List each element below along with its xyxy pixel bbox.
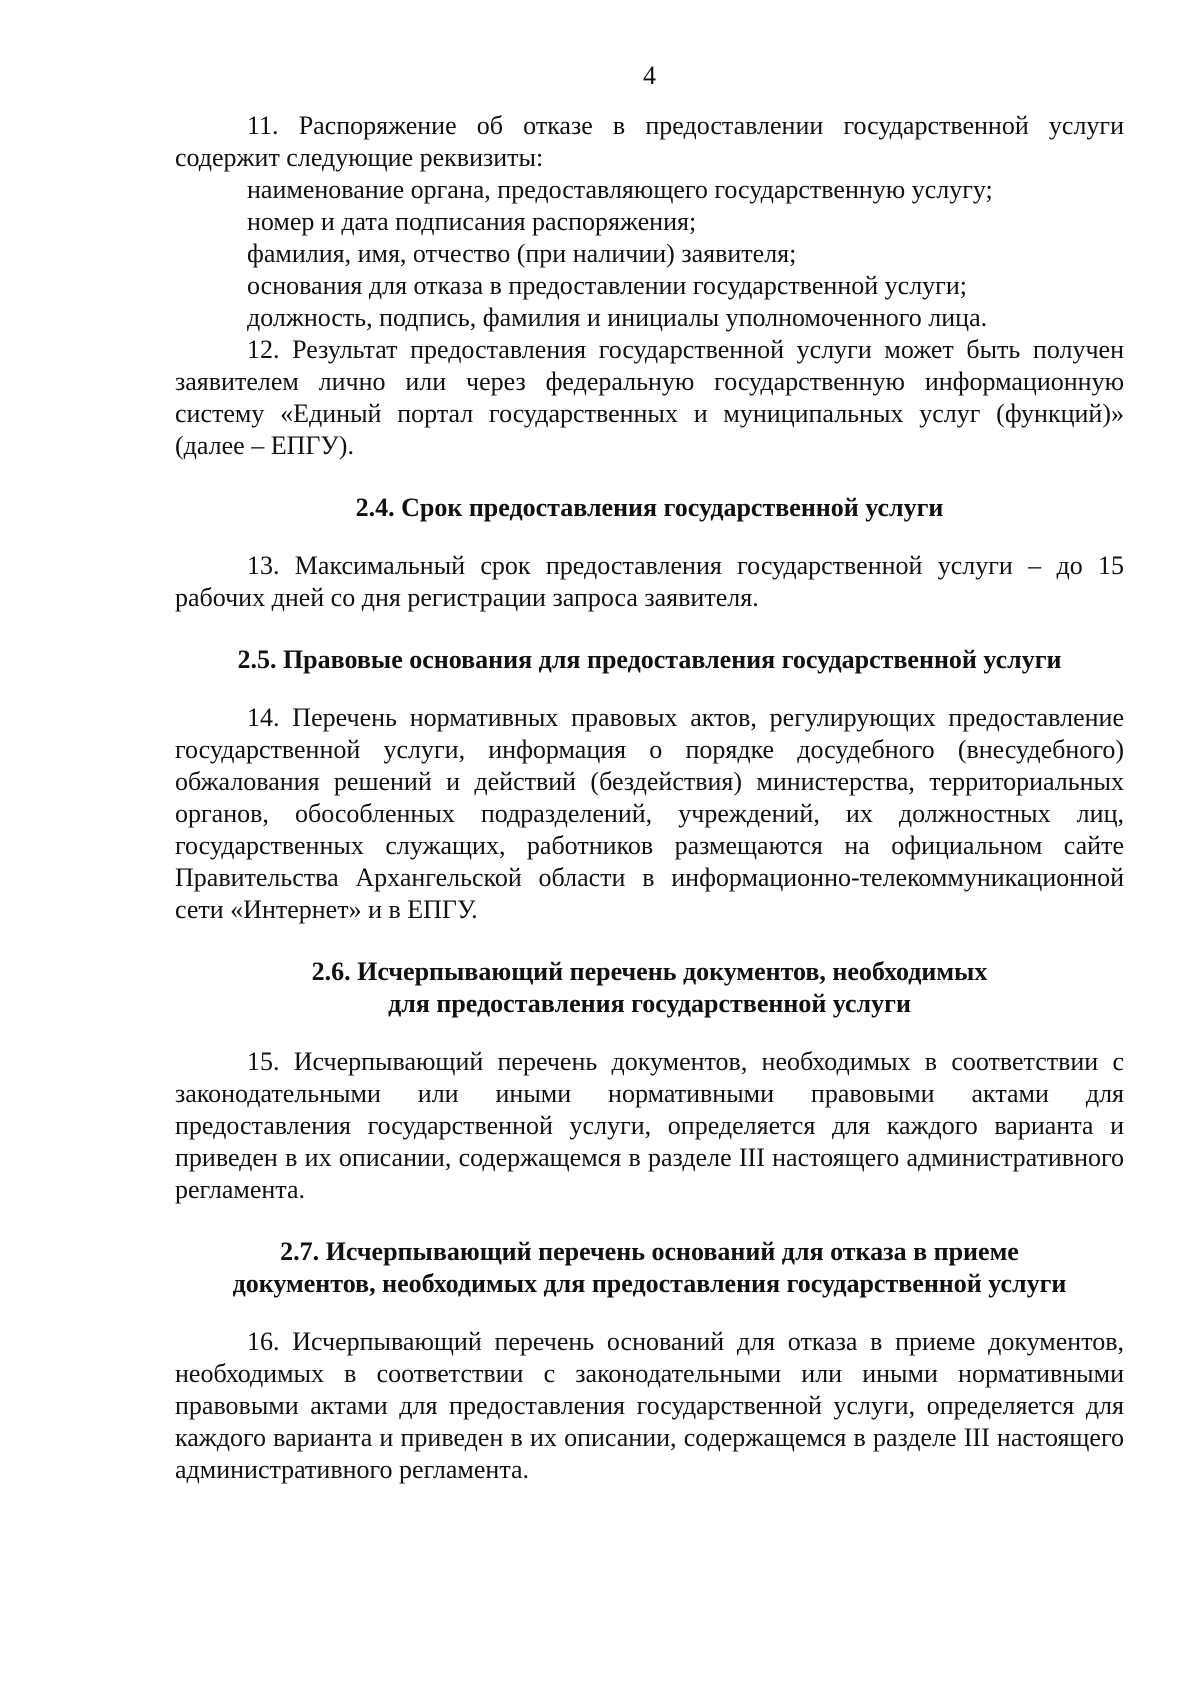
section-2-6 xyxy=(175,956,1124,1206)
paragraph-14: 14. Перечень нормативных правовых актов, регулирующих предоставление государственной услуги, информация о порядке досудебного (внесудебного) обжалования решений и действий (бездействия) министерства, территориальных органов, обособленных подразделений, учреждений, их должностных лиц, государственных служащих, работников размещаются на официальном сайте Правительства Архангельской области в информационно-телекоммуникационной сети «Интернет» и в ЕПГУ. xyxy=(175,703,1124,924)
section-heading xyxy=(175,956,1124,1020)
paragraph-16: 16. Исчерпывающий перечень оснований для отказа в приеме документов, необходимых в соответствии с законодательными или иными нормативными правовыми актами для предоставления государственной услуги, определяется для каждого варианта и приведен в их описании, содержащемся в разделе III настоящего административного регламента. xyxy=(175,1327,1124,1484)
paragraph-15: 15. Исчерпывающий перечень документов, необходимых в соответствии с законодательными или иными нормативными правовыми актами для предоставления государственной услуги, определяется для каждого варианта и приведен в их описании, содержащемся в разделе III настоящего административного регламента. xyxy=(175,1047,1124,1204)
section-heading-line: 2.4. Срок предоставления государственной услуги xyxy=(355,493,944,522)
section-heading-line: для предоставления государственной услуги xyxy=(388,989,911,1018)
requisite-item: должность, подпись, фамилия и инициалы уполномоченного лица. xyxy=(247,303,988,332)
section-2-4 xyxy=(175,492,1124,614)
section-heading xyxy=(175,1236,1124,1300)
document-page xyxy=(175,60,1124,1486)
section-heading-line: 2.6. Исчерпывающий перечень документов, необходимых xyxy=(311,957,988,986)
requisite-item: основания для отказа в предоставлении государственной услуги; xyxy=(247,271,967,300)
section-heading xyxy=(175,492,1124,524)
section-2-7 xyxy=(175,1236,1124,1486)
section-heading-line: 2.5. Правовые основания для предоставления государственной услуги xyxy=(237,645,1062,674)
section-heading-line: 2.7. Исчерпывающий перечень оснований для отказа в приеме xyxy=(280,1237,1019,1266)
page-number: 4 xyxy=(643,61,656,90)
requisite-item: фамилия, имя, отчество (при наличии) заявителя; xyxy=(247,239,797,268)
requisite-item: наименование органа, предоставляющего государственную услугу; xyxy=(247,175,993,204)
section-heading-line: документов, необходимых для предоставления государственной услуги xyxy=(232,1269,1067,1298)
section-heading xyxy=(175,644,1124,676)
section-2-5 xyxy=(175,644,1124,926)
requisite-item: номер и дата подписания распоряжения; xyxy=(247,207,697,236)
paragraph-11: 11. Распоряжение об отказе в предоставлении государственной услуги содержит следующие реквизиты: xyxy=(175,111,1124,172)
paragraph-13: 13. Максимальный срок предоставления государственной услуги – до 15 рабочих дней со дня регистрации запроса заявителя. xyxy=(175,551,1124,612)
paragraph-12: 12. Результат предоставления государственной услуги может быть получен заявителем лично или через федеральную государственную информационную систему «Единый портал государственных и муниципальных услуг (функций)» (далее – ЕПГУ). xyxy=(175,335,1124,460)
